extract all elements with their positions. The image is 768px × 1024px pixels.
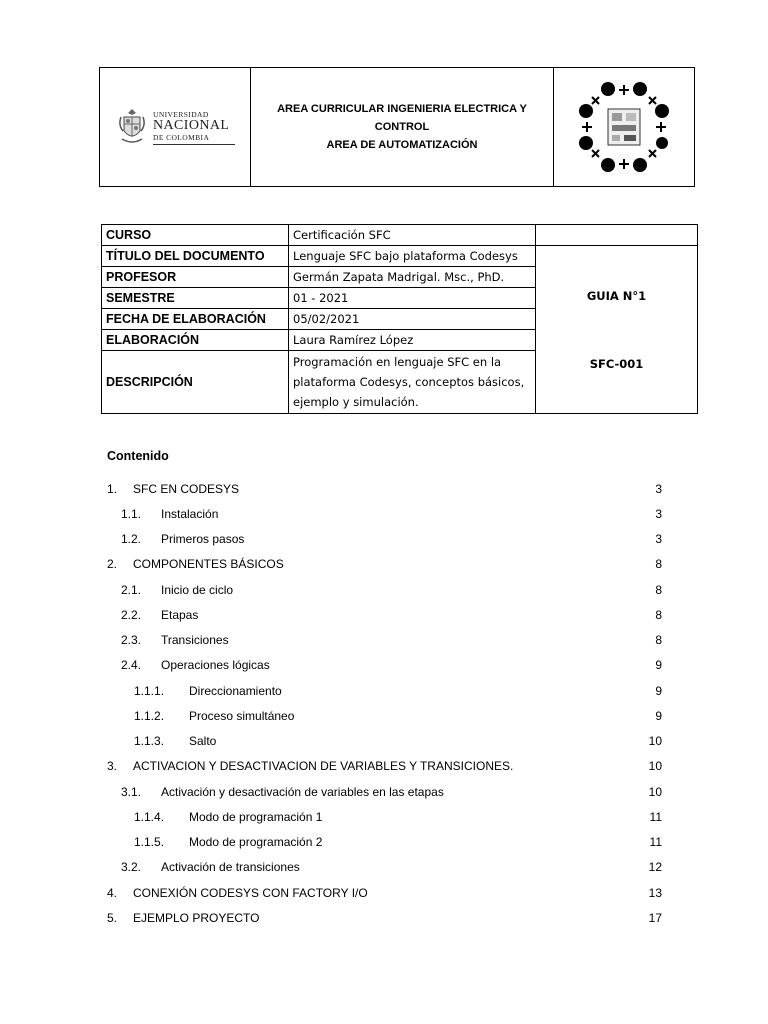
- toc-entry-title: SFC EN CODESYS: [133, 481, 240, 496]
- document-info-table: [101, 224, 698, 414]
- coat-of-arms-icon: [115, 107, 149, 147]
- toc-entry-title: Proceso simultáneo: [189, 708, 295, 723]
- toc-entry-page: 10: [648, 759, 662, 774]
- toc-entry[interactable]: [107, 577, 662, 602]
- toc-entry[interactable]: [107, 602, 662, 627]
- toc-entry-title: Modo de programación 2: [189, 835, 323, 850]
- toc-entry-page: 13: [648, 885, 662, 900]
- info-value: 01 - 2021: [289, 288, 536, 309]
- table-row: [102, 246, 698, 267]
- toc-entry-number: 1.1.1.: [134, 683, 165, 698]
- toc-entry-number: 2.1.: [121, 582, 142, 597]
- toc-entry[interactable]: [107, 628, 662, 653]
- header-title-line-1: AREA CURRICULAR INGENIERIA ELECTRICA Y CONTROL: [277, 103, 527, 133]
- info-label: SEMESTRE: [102, 288, 289, 309]
- toc-entry[interactable]: [107, 880, 662, 905]
- toc-entry-title: Direccionamiento: [189, 683, 282, 698]
- document-header: [99, 67, 695, 187]
- toc-entry-title: EJEMPLO PROYECTO: [133, 910, 260, 925]
- toc-entry-title: Modo de programación 1: [189, 809, 323, 824]
- logo-line-2: NACIONAL: [153, 117, 230, 133]
- automation-emblem-cell: [554, 68, 694, 186]
- info-label: DESCRIPCIÓN: [102, 351, 289, 414]
- toc-entry-number: 1.1.2.: [134, 708, 165, 723]
- info-value: Germán Zapata Madrigal. Msc., PhD.: [289, 267, 536, 288]
- toc-entry-title: COMPONENTES BÁSICOS: [133, 557, 284, 572]
- guide-number: GUIA N°1: [586, 288, 647, 303]
- toc-entry-number: 1.1.4.: [134, 809, 165, 824]
- toc-entry-title: CONEXIÓN CODESYS CON FACTORY I/O: [133, 885, 368, 900]
- toc-entry[interactable]: [107, 653, 662, 678]
- logo-line-3: DE COLOMBIA: [153, 132, 210, 142]
- toc-entry-page: 12: [648, 860, 662, 875]
- guide-id-cell: [536, 246, 698, 414]
- toc-entry-number: 3.: [107, 759, 118, 774]
- toc-entry-title: Transiciones: [161, 633, 229, 648]
- info-label: TÍTULO DEL DOCUMENTO: [102, 246, 289, 267]
- toc-entry-number: 1.1.5.: [134, 835, 165, 850]
- toc-entry[interactable]: [107, 804, 662, 829]
- toc-entry[interactable]: [107, 678, 662, 703]
- toc-entry[interactable]: [107, 552, 662, 577]
- toc-title: Contenido: [107, 449, 169, 463]
- toc-entry-number: 1.2.: [121, 532, 142, 547]
- toc-entry-title: Primeros pasos: [161, 532, 245, 547]
- toc-entry[interactable]: [107, 905, 662, 930]
- university-logo-cell: [100, 68, 251, 186]
- table-of-contents: [107, 476, 662, 931]
- logo-line-1: UNIVERSIDAD: [153, 109, 209, 119]
- toc-entry-number: 1.1.3.: [134, 734, 165, 749]
- toc-entry[interactable]: [107, 476, 662, 501]
- info-label: CURSO: [102, 225, 289, 246]
- toc-entry-page: 10: [648, 784, 662, 799]
- toc-entry[interactable]: [107, 779, 662, 804]
- info-label: ELABORACIÓN: [102, 330, 289, 351]
- toc-entry[interactable]: [107, 830, 662, 855]
- toc-entry-title: Activación y desactivación de variables en las etapas: [161, 784, 444, 799]
- info-value: Programación en lenguaje SFC en la plataforma Codesys, conceptos básicos, ejemplo y simulación.: [289, 351, 536, 414]
- toc-entry-number: 4.: [107, 885, 118, 900]
- toc-entry[interactable]: [107, 501, 662, 526]
- university-logo: [115, 107, 235, 147]
- table-row: [102, 225, 698, 246]
- toc-entry-page: 3: [655, 506, 662, 521]
- toc-entry[interactable]: [107, 855, 662, 880]
- toc-entry-title: Operaciones lógicas: [161, 658, 270, 673]
- toc-entry-page: 3: [655, 481, 662, 496]
- toc-entry-title: Salto: [189, 734, 217, 749]
- toc-entry-page: 3: [655, 532, 662, 547]
- document-code: SFC-001: [589, 356, 644, 371]
- info-value: Certificación SFC: [289, 225, 536, 246]
- toc-entry[interactable]: [107, 703, 662, 728]
- toc-entry-page: 9: [655, 683, 662, 698]
- info-label: PROFESOR: [102, 267, 289, 288]
- toc-entry-page: 9: [655, 708, 662, 723]
- automation-emblem-icon: [574, 77, 674, 177]
- toc-entry-number: 2.: [107, 557, 118, 572]
- toc-entry-title: ACTIVACION Y DESACTIVACION DE VARIABLES Y TRANSICIONES.: [133, 759, 514, 774]
- toc-entry[interactable]: [107, 527, 662, 552]
- toc-entry-title: Etapas: [161, 607, 199, 622]
- toc-entry-title: Inicio de ciclo: [161, 582, 234, 597]
- toc-entry[interactable]: [107, 754, 662, 779]
- toc-entry-number: 2.3.: [121, 633, 142, 648]
- toc-entry-number: 2.4.: [121, 658, 142, 673]
- info-value: 05/02/2021: [289, 309, 536, 330]
- toc-entry-page: 8: [655, 557, 662, 572]
- info-value: Lenguaje SFC bajo plataforma Codesys: [289, 246, 536, 267]
- toc-entry-number: 5.: [107, 910, 118, 925]
- info-label: FECHA DE ELABORACIÓN: [102, 309, 289, 330]
- header-title: [251, 68, 554, 186]
- toc-entry-number: 2.2.: [121, 607, 142, 622]
- toc-entry-number: 1.1.: [121, 506, 142, 521]
- toc-entry-number: 3.2.: [121, 860, 142, 875]
- toc-entry-page: 11: [649, 835, 662, 850]
- toc-entry-page: 8: [655, 633, 662, 648]
- toc-entry-number: 1.: [107, 481, 118, 496]
- toc-entry-page: 17: [648, 910, 662, 925]
- toc-entry-page: 9: [655, 658, 662, 673]
- info-value: Laura Ramírez López: [289, 330, 536, 351]
- toc-entry-number: 3.1.: [121, 784, 142, 799]
- toc-entry-page: 8: [655, 582, 662, 597]
- toc-entry-page: 8: [655, 607, 662, 622]
- toc-entry-page: 11: [649, 809, 662, 824]
- header-title-line-2: AREA DE AUTOMATIZACIÓN: [326, 139, 478, 151]
- toc-entry-title: Instalación: [161, 506, 219, 521]
- toc-entry-page: 10: [648, 734, 662, 749]
- toc-entry[interactable]: [107, 729, 662, 754]
- toc-entry-title: Activación de transiciones: [161, 860, 300, 875]
